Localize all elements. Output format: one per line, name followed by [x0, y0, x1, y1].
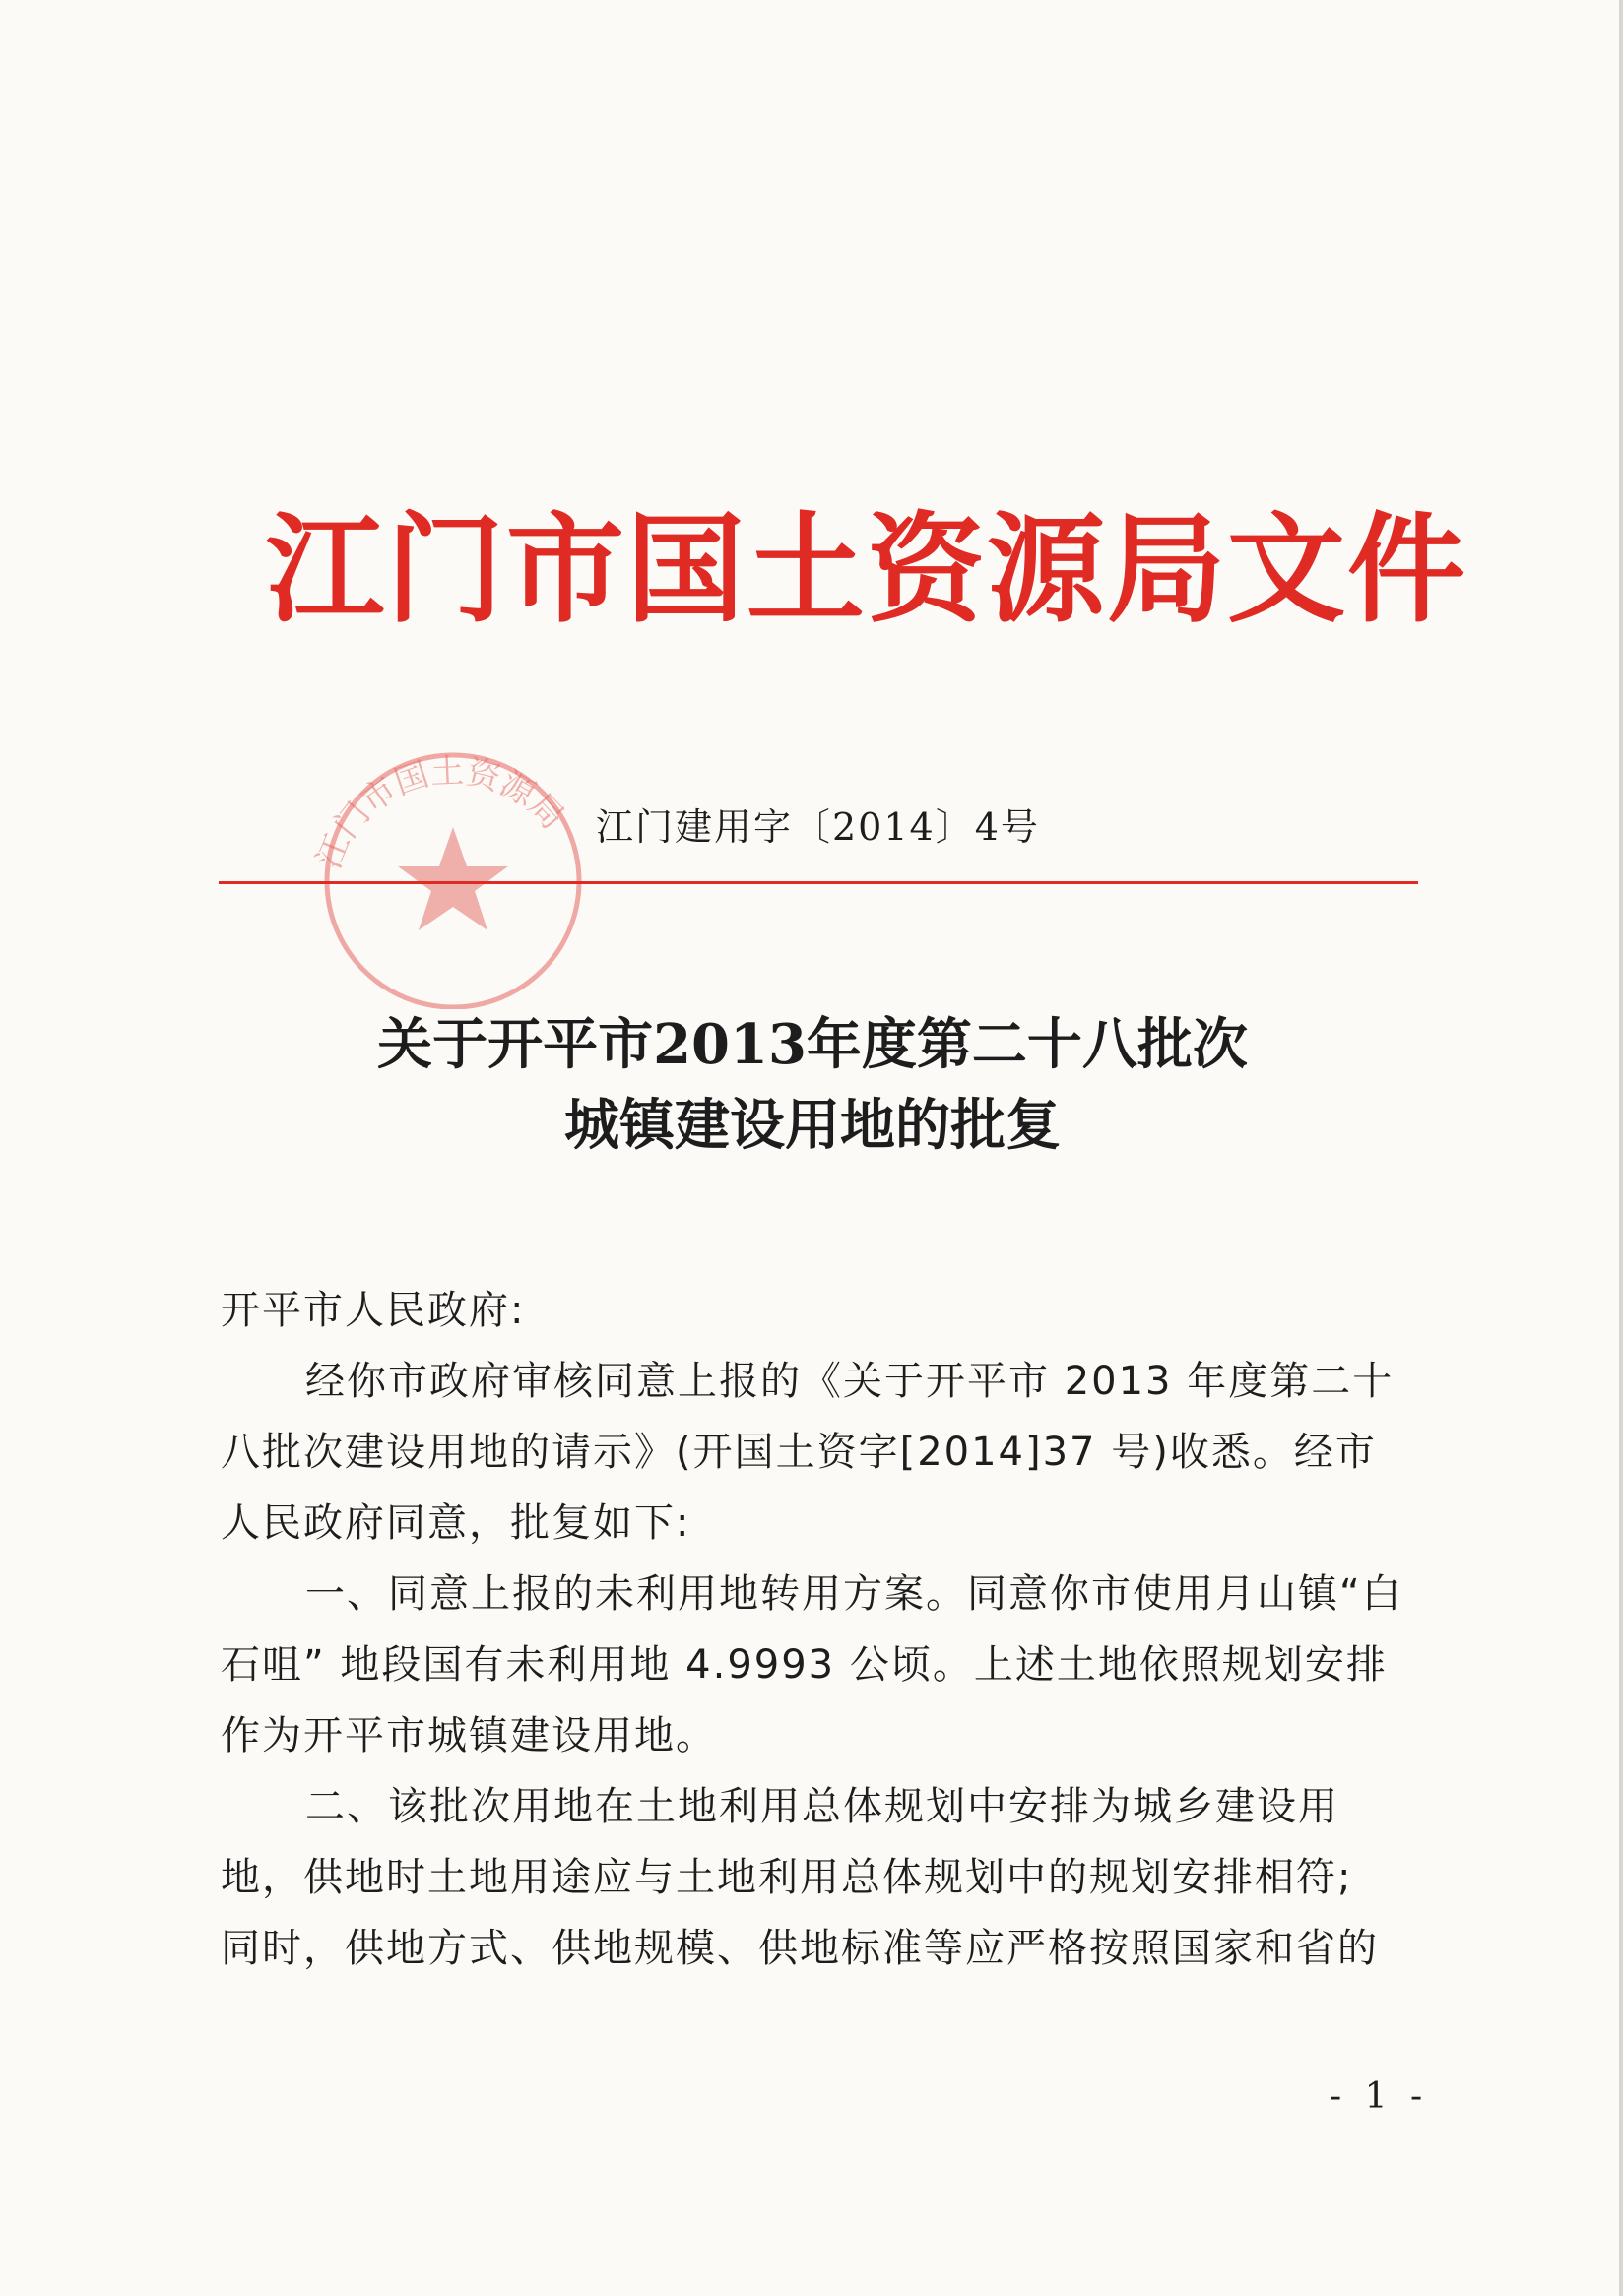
official-seal [295, 733, 611, 1009]
seal-star-icon [398, 827, 508, 930]
seal-text: 江门市国土资源局 [308, 751, 572, 875]
page-edge [1619, 0, 1623, 2296]
document-body [221, 1275, 1422, 1984]
salutation: 开平市人民政府: [221, 1288, 526, 1333]
document-subject [227, 1004, 1398, 1166]
body-line: 人民政府同意，批复如下: [221, 1500, 691, 1546]
document-number: 江门建用字〔2014〕4号 [596, 805, 1040, 849]
issuer-title: 江门市国土资源局文件 [266, 502, 1467, 639]
subject-line-1: 关于开平市2013年度第二十八批次 [377, 1012, 1248, 1077]
body-line: 八批次建设用地的请示》(开国土资字[2014]37 号)收悉。经市 [221, 1430, 1377, 1475]
subject-line-2: 城镇建设用地的批复 [564, 1093, 1061, 1158]
body-line: 作为开平市城镇建设用地。 [221, 1713, 717, 1758]
body-line: 一、同意上报的未利用地转用方案。同意你市使用月山镇“白 [305, 1571, 1403, 1617]
body-line: 石咀” 地段国有未利用地 4.9993 公顷。上述土地依照规划安排 [221, 1642, 1388, 1688]
body-line: 同时，供地方式、供地规模、供地标准等应严格按照国家和省的 [221, 1926, 1379, 1971]
page-number: - 1 - [1330, 2076, 1429, 2117]
red-divider [219, 881, 1418, 884]
body-line: 地，供地时土地用途应与土地利用总体规划中的规划安排相符; [221, 1855, 1353, 1900]
body-line: 经你市政府审核同意上报的《关于开平市 2013 年度第二十 [305, 1359, 1395, 1404]
body-line: 二、该批次用地在土地利用总体规划中安排为城乡建设用 [305, 1784, 1339, 1829]
